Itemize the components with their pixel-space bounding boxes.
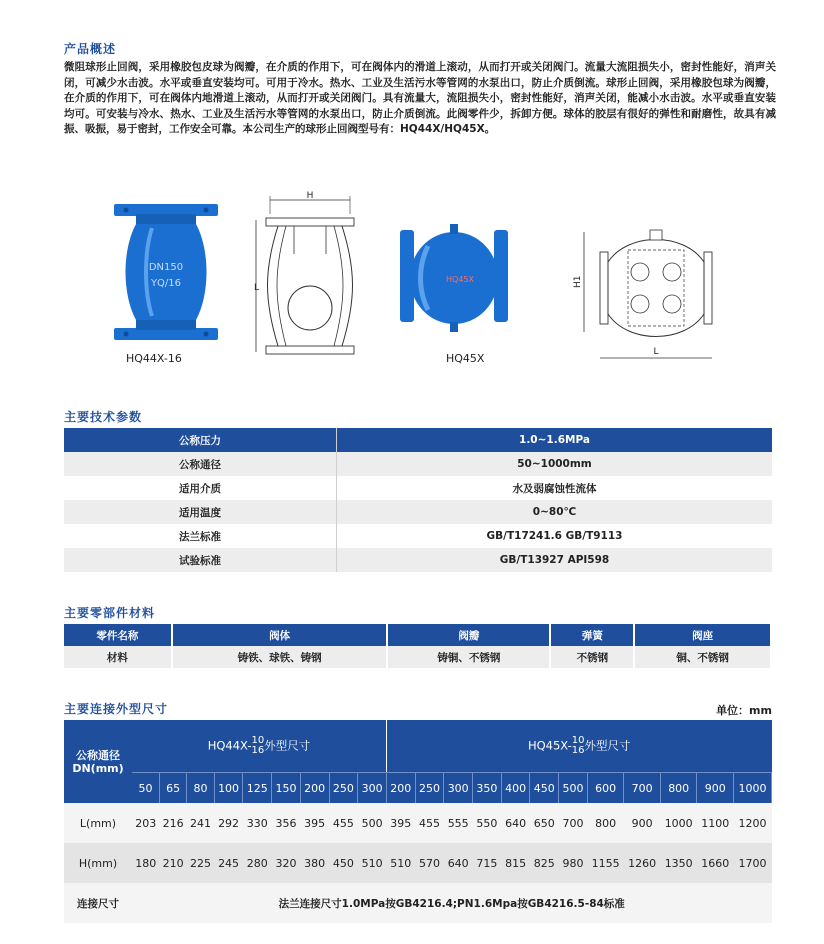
dn-cell: 300 bbox=[358, 773, 387, 804]
h-cell: 825 bbox=[530, 843, 559, 883]
dn-cell: 800 bbox=[660, 773, 697, 804]
dn-cell: 50 bbox=[132, 773, 159, 804]
dn-header-line2: DN(mm) bbox=[72, 761, 124, 775]
h-cell: 450 bbox=[329, 843, 358, 883]
dn-cell: 80 bbox=[187, 773, 214, 804]
dn-header-line1: 公称通径 bbox=[76, 748, 120, 762]
group-hq45x-header bbox=[386, 720, 771, 773]
valve-hq45x-photo bbox=[398, 220, 510, 350]
dn-cell: 125 bbox=[243, 773, 272, 804]
materials-header: 弹簧 bbox=[550, 624, 634, 646]
dim-l-label-1: L bbox=[254, 283, 260, 293]
l-cell: 395 bbox=[386, 803, 415, 843]
table-row bbox=[64, 646, 771, 668]
dn-cell: 200 bbox=[300, 773, 329, 804]
h-cell: 510 bbox=[386, 843, 415, 883]
l-cell: 203 bbox=[132, 803, 159, 843]
l-cell: 640 bbox=[501, 803, 530, 843]
materials-cell: 材料 bbox=[64, 646, 172, 668]
group1-frac-top: 10 bbox=[251, 735, 265, 746]
valve-hq45x-drawing bbox=[568, 222, 728, 362]
dn-cell: 100 bbox=[214, 773, 243, 804]
l-cell: 1000 bbox=[660, 803, 697, 843]
l-cell: 455 bbox=[415, 803, 444, 843]
table-row bbox=[64, 524, 772, 548]
group2-frac-bottom: 16 bbox=[571, 745, 585, 756]
table-row bbox=[64, 548, 772, 572]
dn-cell: 150 bbox=[272, 773, 301, 804]
h-cell: 1155 bbox=[587, 843, 624, 883]
h-cell: 815 bbox=[501, 843, 530, 883]
h-row-label: H(mm) bbox=[64, 843, 132, 883]
l-cell: 700 bbox=[559, 803, 588, 843]
valve-hq44x-photo bbox=[112, 200, 222, 350]
h-cell: 210 bbox=[159, 843, 186, 883]
dn-cell: 450 bbox=[530, 773, 559, 804]
valve2-marking: HQ45X bbox=[446, 275, 474, 284]
l-cell: 241 bbox=[187, 803, 214, 843]
valve-hq44x-drawing bbox=[250, 190, 370, 366]
l-row bbox=[64, 803, 772, 843]
group2-prefix: HQ45X- bbox=[527, 738, 572, 753]
l-cell: 900 bbox=[624, 803, 661, 843]
dn-row bbox=[64, 773, 772, 804]
param-key: 适用温度 bbox=[64, 500, 337, 524]
caption-hq44x: HQ44X-16 bbox=[126, 352, 182, 365]
materials-cell: 铸铜、不锈钢 bbox=[387, 646, 550, 668]
dim-h1-label: H1 bbox=[573, 275, 583, 288]
dn-cell: 250 bbox=[415, 773, 444, 804]
materials-cell: 铜、不锈钢 bbox=[634, 646, 771, 668]
overview-title: 产品概述 bbox=[64, 42, 117, 56]
l-cell: 550 bbox=[473, 803, 502, 843]
l-cell: 555 bbox=[444, 803, 473, 843]
l-cell: 1100 bbox=[697, 803, 734, 843]
dimensions-title: 主要连接外型尺寸 bbox=[64, 702, 169, 716]
h-cell: 640 bbox=[444, 843, 473, 883]
materials-cell: 铸铁、球铁、铸钢 bbox=[172, 646, 388, 668]
tech-params-table bbox=[64, 428, 772, 572]
h-cell: 1700 bbox=[733, 843, 771, 883]
valve1-marking-1: DN150 bbox=[148, 262, 184, 273]
h-cell: 280 bbox=[243, 843, 272, 883]
group1-prefix: HQ44X- bbox=[207, 738, 252, 753]
dim-h-label: H bbox=[306, 191, 314, 201]
table-row bbox=[64, 428, 772, 452]
h-cell: 380 bbox=[300, 843, 329, 883]
l-cell: 455 bbox=[329, 803, 358, 843]
dn-cell: 65 bbox=[159, 773, 186, 804]
dn-cell: 200 bbox=[386, 773, 415, 804]
materials-header: 阀体 bbox=[172, 624, 388, 646]
h-cell: 715 bbox=[473, 843, 502, 883]
l-cell: 395 bbox=[300, 803, 329, 843]
materials-table bbox=[64, 624, 772, 668]
param-value: 水及弱腐蚀性流体 bbox=[337, 476, 773, 500]
tech-title: 主要技术参数 bbox=[64, 410, 143, 424]
materials-header: 阀瓣 bbox=[387, 624, 550, 646]
param-key: 公称通径 bbox=[64, 452, 337, 476]
param-key: 公称压力 bbox=[64, 428, 337, 452]
dimensions-table bbox=[64, 720, 772, 923]
param-key: 试验标准 bbox=[64, 548, 337, 572]
overview-text: 微阻球形止回阀，采用橡胶包皮球为阀瓣，在介质的作用下，可在阀体内的滑道上滚动，从而打开或关闭阀门。流量大流阻损失小，密封性能好，消声关闭，可减少水击波。水平或垂直安装均可。可用于冷水。热水、工业及生活污水等管网的水泵出口，防止介质倒流。球形止回阀，采用橡胶包球为阀瓣，在介质的作用下，可在阀体内地滑道上滚动，从而打开或关闭阀门。具有流量大，流阻损失小，密封性能好，消声关闭，能减小水击波。水平或垂直安装均可。可安装与冷水、热水、工业及生活污水等管网的水泵出口，防止介质倒流。此阀零件少，拆卸方便。球体的胶层有很好的弹性和耐磨性，故具有减振、吸振，易于密封，工作安全可靠。本公司生产的球形止回阀型号有：HQ44X/HQ45X。 bbox=[64, 61, 776, 135]
l-cell: 216 bbox=[159, 803, 186, 843]
group2-suffix: 外型尺寸 bbox=[584, 738, 631, 753]
dn-cell: 400 bbox=[501, 773, 530, 804]
l-cell: 500 bbox=[358, 803, 387, 843]
dn-cell: 500 bbox=[559, 773, 588, 804]
h-cell: 570 bbox=[415, 843, 444, 883]
table-row bbox=[64, 500, 772, 524]
param-value: 1.0~1.6MPa bbox=[337, 428, 773, 452]
materials-title: 主要零部件材料 bbox=[64, 606, 156, 620]
param-value: 0~80℃ bbox=[337, 500, 773, 524]
materials-header: 零件名称 bbox=[64, 624, 172, 646]
dim-l-label-2: L bbox=[653, 347, 659, 357]
param-key: 法兰标准 bbox=[64, 524, 337, 548]
l-cell: 356 bbox=[272, 803, 301, 843]
connection-row bbox=[64, 883, 772, 923]
group-hq44x-header bbox=[132, 720, 386, 773]
materials-cell: 不锈钢 bbox=[550, 646, 634, 668]
dn-cell: 350 bbox=[473, 773, 502, 804]
h-cell: 510 bbox=[358, 843, 387, 883]
l-cell: 330 bbox=[243, 803, 272, 843]
materials-header: 阀座 bbox=[634, 624, 771, 646]
l-cell: 650 bbox=[530, 803, 559, 843]
unit-label: 单位：mm bbox=[716, 704, 772, 717]
group2-frac-top: 10 bbox=[571, 735, 585, 746]
dn-cell: 250 bbox=[329, 773, 358, 804]
valve1-marking-2: YQ/16 bbox=[150, 278, 182, 289]
param-value: GB/T17241.6 GB/T9113 bbox=[337, 524, 773, 548]
dn-cell: 600 bbox=[587, 773, 624, 804]
param-value: 50~1000mm bbox=[337, 452, 773, 476]
h-cell: 980 bbox=[559, 843, 588, 883]
h-cell: 320 bbox=[272, 843, 301, 883]
param-value: GB/T13927 API598 bbox=[337, 548, 773, 572]
h-cell: 245 bbox=[214, 843, 243, 883]
l-cell: 800 bbox=[587, 803, 624, 843]
table-header-row bbox=[64, 624, 771, 646]
h-cell: 1660 bbox=[697, 843, 734, 883]
h-cell: 1260 bbox=[624, 843, 661, 883]
connection-text: 法兰连接尺寸1.0MPa按GB4216.4;PN1.6Mpa按GB4216.5-84标准 bbox=[132, 883, 772, 923]
l-cell: 292 bbox=[214, 803, 243, 843]
group1-suffix: 外型尺寸 bbox=[264, 738, 311, 753]
param-key: 适用介质 bbox=[64, 476, 337, 500]
h-cell: 180 bbox=[132, 843, 159, 883]
table-row bbox=[64, 452, 772, 476]
h-cell: 1350 bbox=[660, 843, 697, 883]
h-cell: 225 bbox=[187, 843, 214, 883]
h-row bbox=[64, 843, 772, 883]
l-cell: 1200 bbox=[733, 803, 771, 843]
dn-cell: 900 bbox=[697, 773, 734, 804]
connection-label: 连接尺寸 bbox=[64, 883, 132, 923]
dn-cell: 300 bbox=[444, 773, 473, 804]
dn-header bbox=[64, 720, 132, 803]
caption-hq45x: HQ45X bbox=[446, 352, 485, 365]
table-row bbox=[64, 476, 772, 500]
dn-cell: 700 bbox=[624, 773, 661, 804]
dimensions-group-row bbox=[64, 720, 772, 773]
l-row-label: L(mm) bbox=[64, 803, 132, 843]
dn-cell: 1000 bbox=[733, 773, 771, 804]
group1-frac-bottom: 16 bbox=[251, 745, 265, 756]
